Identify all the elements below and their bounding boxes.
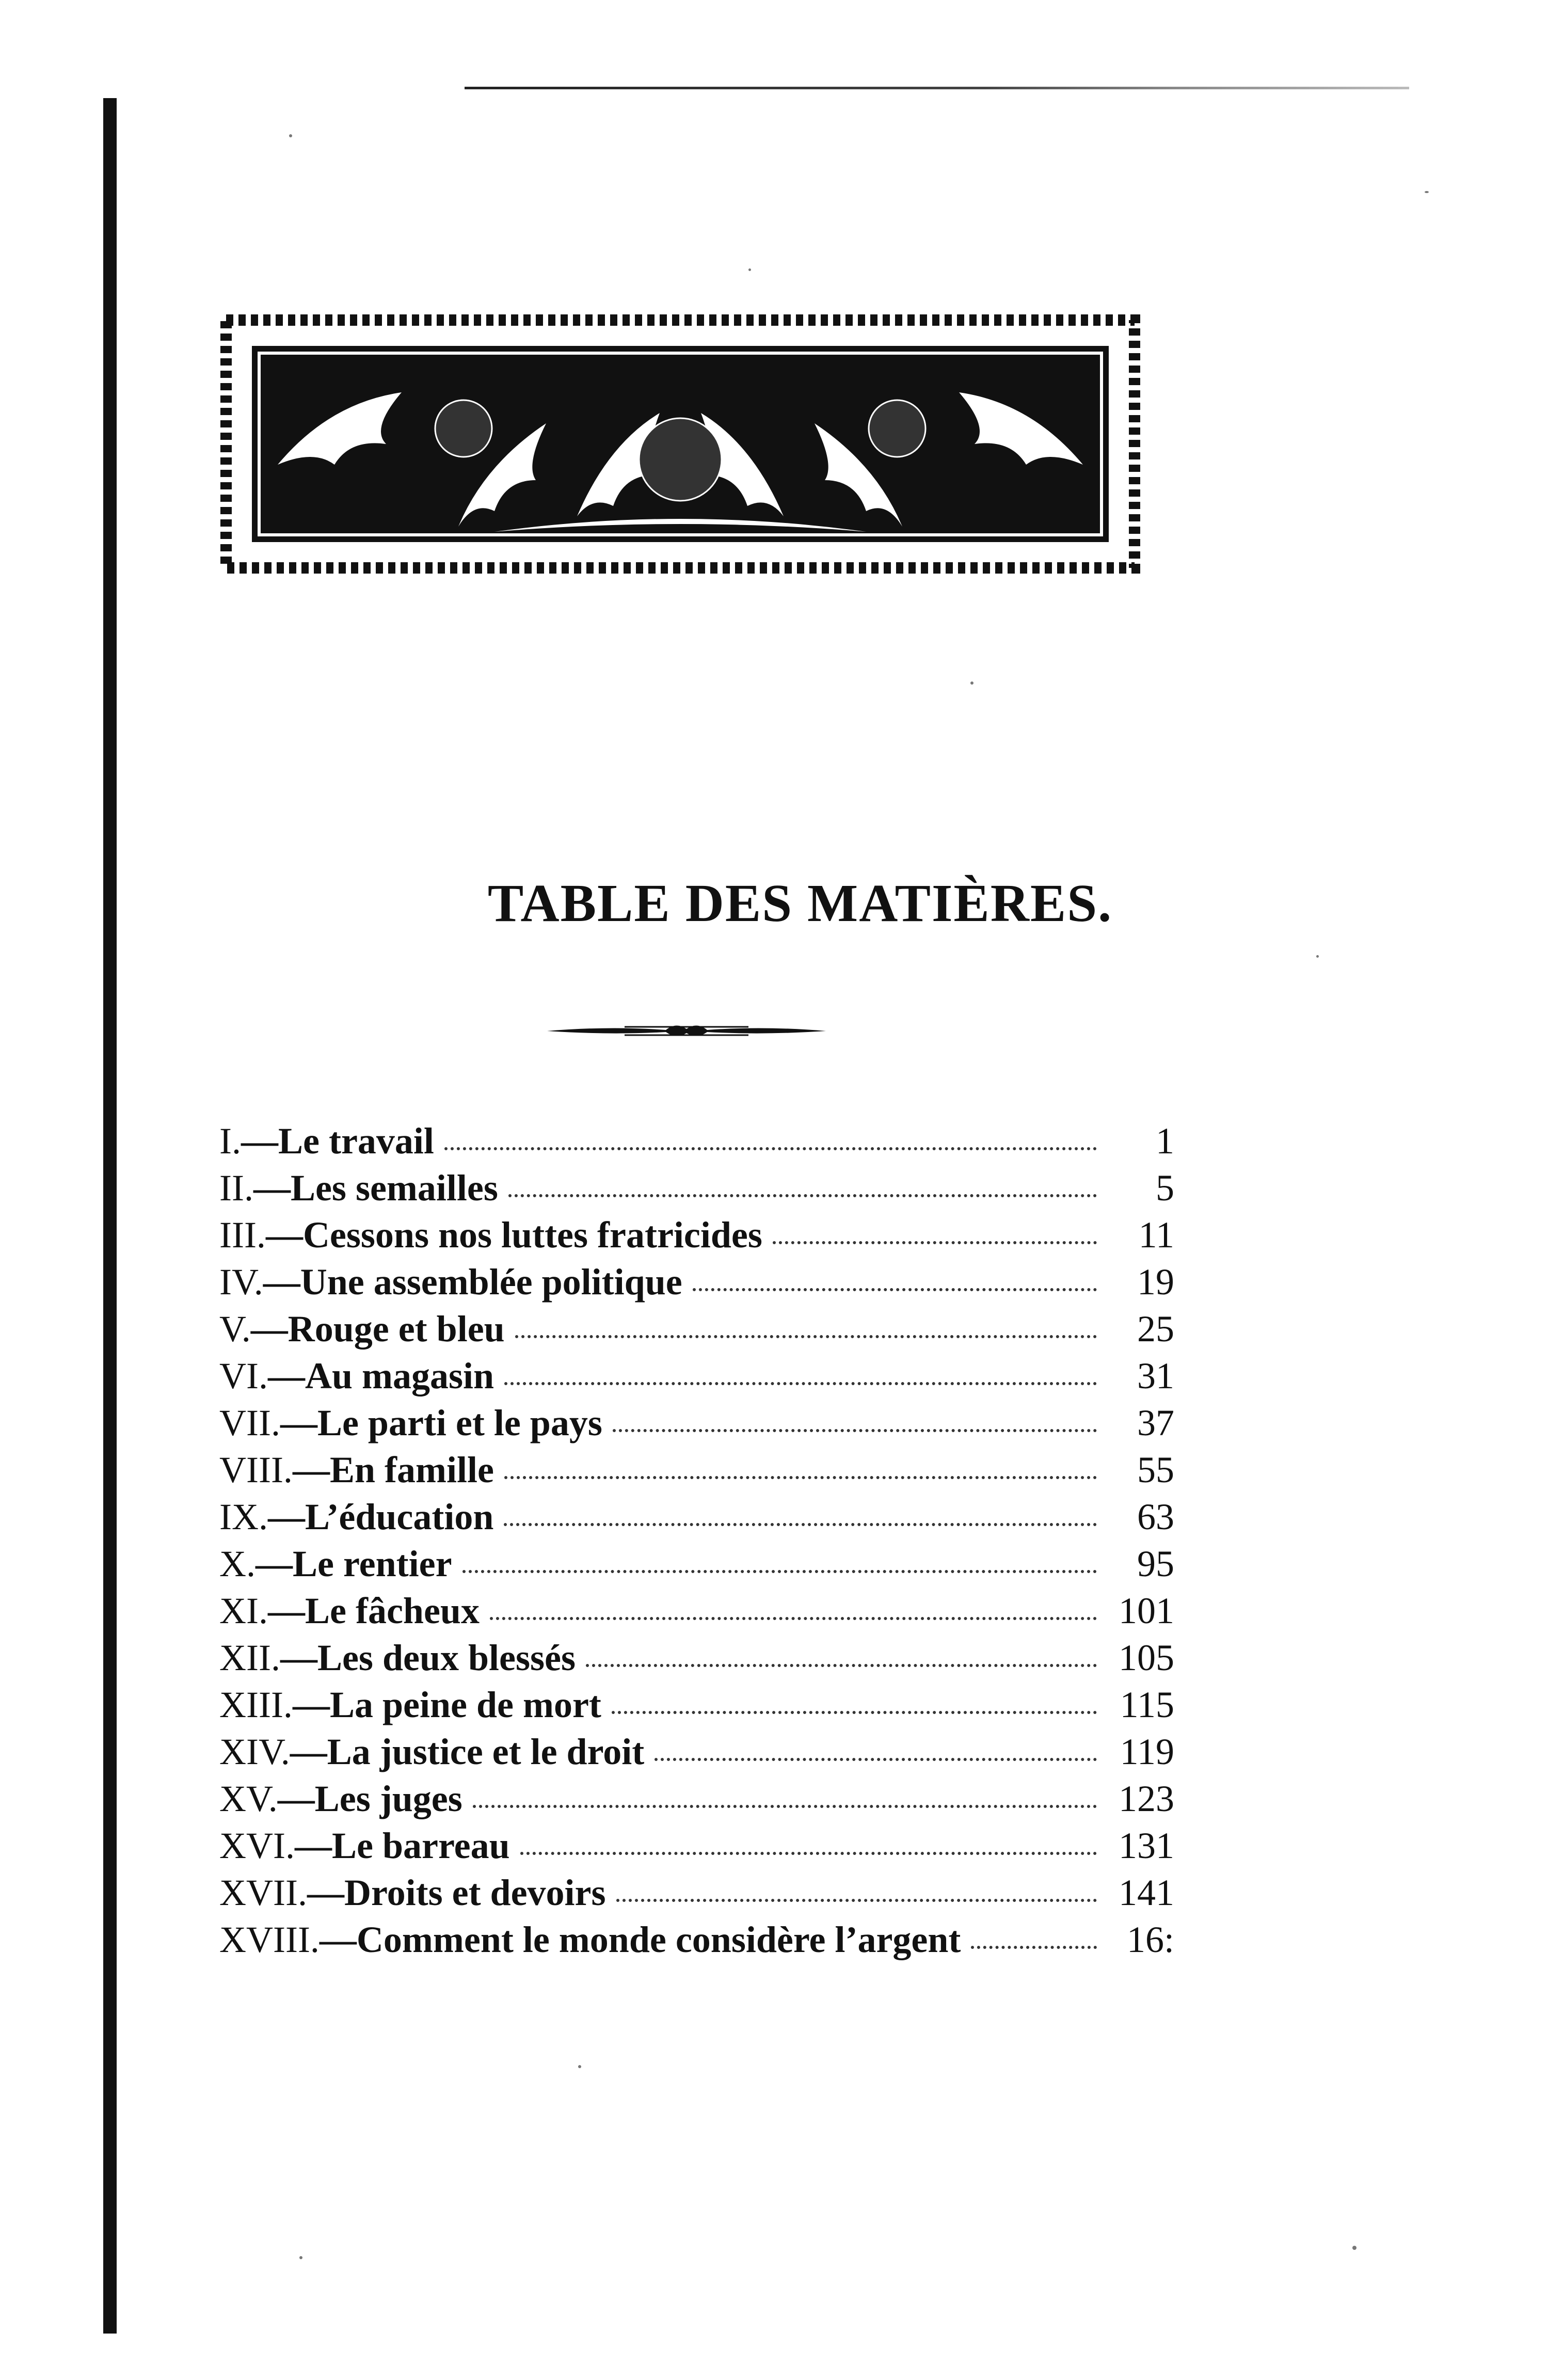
toc-page-number: 37 [1137,1402,1174,1443]
toc-chapter-title: —En famille [292,1449,494,1490]
toc-chapter-number: XV. [219,1778,278,1819]
toc-leader-dots [773,1236,1097,1244]
binding-edge [103,98,117,2334]
toc-entry-label [219,1165,498,1212]
toc-entry-label [219,1494,493,1541]
toc-entry-label [219,1212,762,1259]
toc-chapter-title: —Rouge et bleu [250,1308,505,1350]
toc-chapter-number: XVIII. [219,1919,320,1960]
toc-leader-dots [504,1377,1097,1385]
toc-entry [219,1728,1174,1775]
toc-leader-dots [613,1424,1097,1432]
toc-chapter-number: XIII. [219,1684,293,1725]
toc-chapter-number: X. [219,1543,256,1584]
toc-entry [219,1494,1174,1541]
toc-entry-label [219,1541,452,1588]
toc-chapter-title: —Au magasin [267,1355,494,1397]
toc-page-number: 1 [1156,1120,1174,1162]
ornament-thistle-icon [216,310,1145,578]
toc-entry [219,1916,1174,1963]
page-title: TABLE DES MATIÈRES. [487,874,1113,933]
toc-entry [219,1447,1174,1494]
toc-chapter-title: —Le parti et le pays [280,1402,602,1443]
toc-entry-label [219,1353,494,1400]
toc-chapter-title: —Le travail [241,1120,434,1162]
toc-entry-label [219,1588,480,1635]
toc-leader-dots [693,1283,1097,1291]
toc-page-number: 55 [1137,1449,1174,1490]
toc-leader-dots [586,1659,1097,1667]
toc-page-number: 141 [1119,1872,1174,1913]
toc-entry-label [219,1306,505,1353]
toc-leader-dots [971,1941,1097,1949]
toc-entry [219,1353,1174,1400]
toc-page-number: 95 [1137,1543,1174,1584]
toc-entry-label [219,1775,462,1822]
toc-entry-label [219,1118,434,1165]
toc-chapter-number: III. [219,1214,266,1256]
toc-page-number: 11 [1138,1214,1174,1256]
toc-leader-dots [473,1800,1097,1808]
toc-chapter-title: —Cessons nos luttes fratricides [265,1214,762,1256]
toc-entry [219,1212,1174,1259]
toc-leader-dots [504,1518,1097,1526]
toc-chapter-number: II. [219,1167,253,1209]
toc-leader-dots [616,1894,1097,1902]
toc-entry [219,1635,1174,1681]
toc-chapter-title: —La justice et le droit [290,1731,645,1772]
toc-leader-dots [655,1753,1097,1761]
toc-chapter-title: —Le rentier [256,1543,452,1584]
toc-chapter-number: IV. [219,1261,263,1303]
toc-entry [219,1165,1174,1212]
toc-entry [219,1259,1174,1306]
toc-chapter-number: XII. [219,1637,280,1678]
toc-entry [219,1118,1174,1165]
toc-chapter-title: —Le barreau [294,1825,510,1866]
toc-page-number: 5 [1156,1167,1174,1209]
table-of-contents [219,1118,1174,1963]
toc-entry-label [219,1916,961,1963]
toc-chapter-title: —La peine de mort [292,1684,601,1725]
toc-chapter-title: —Droits et devoirs [307,1872,606,1913]
toc-chapter-title: —L’éducation [267,1496,494,1537]
title-flourish-icon [547,1014,826,1045]
toc-chapter-number: VII. [219,1402,280,1443]
toc-entry [219,1822,1174,1869]
toc-chapter-number: XVII. [219,1872,307,1913]
toc-chapter-title: —Le fâcheux [267,1590,480,1631]
toc-chapter-title: —Les semailles [253,1167,498,1209]
toc-entry-label [219,1259,682,1306]
toc-chapter-number: VI. [219,1355,268,1397]
toc-page-number: 131 [1119,1825,1174,1866]
toc-chapter-number: VIII. [219,1449,293,1490]
toc-page-number: 123 [1119,1778,1174,1819]
toc-chapter-title: —Une assemblée politique [263,1261,682,1303]
toc-entry [219,1869,1174,1916]
toc-entry [219,1588,1174,1635]
toc-entry [219,1306,1174,1353]
toc-entry [219,1400,1174,1447]
toc-page-number: 115 [1120,1684,1174,1725]
toc-page-number: 19 [1137,1261,1174,1303]
toc-chapter-number: XVI. [219,1825,295,1866]
toc-entry [219,1681,1174,1728]
toc-chapter-title: —Les juges [277,1778,462,1819]
toc-chapter-number: I. [219,1120,241,1162]
toc-entry [219,1775,1174,1822]
toc-page-number: 101 [1119,1590,1174,1631]
header-ornament [216,310,1145,578]
toc-page-number: 16: [1126,1919,1174,1960]
toc-chapter-number: XI. [219,1590,268,1631]
toc-entry-label [219,1681,601,1728]
toc-leader-dots [462,1565,1097,1573]
toc-entry-label [219,1400,602,1447]
toc-chapter-number: IX. [219,1496,268,1537]
toc-page-number: 31 [1137,1355,1174,1397]
toc-page-number: 25 [1137,1308,1174,1350]
toc-leader-dots [504,1471,1097,1479]
toc-leader-dots [520,1847,1097,1855]
toc-entry-label [219,1447,494,1494]
toc-entry-label [219,1728,644,1775]
toc-page-number: 105 [1119,1637,1174,1678]
toc-leader-dots [612,1706,1097,1714]
toc-entry [219,1541,1174,1588]
toc-entry-label [219,1869,606,1916]
toc-leader-dots [444,1142,1097,1150]
toc-entry-label [219,1822,510,1869]
toc-chapter-number: V. [219,1308,251,1350]
toc-leader-dots [515,1330,1097,1338]
toc-page-number: 119 [1120,1731,1174,1772]
toc-chapter-title: —Les deux blessés [280,1637,576,1678]
toc-page-number: 63 [1137,1496,1174,1537]
toc-leader-dots [508,1189,1097,1197]
toc-chapter-title: —Comment le monde considère l’argent [319,1919,961,1960]
toc-chapter-number: XIV. [219,1731,290,1772]
toc-leader-dots [490,1612,1097,1620]
toc-entry-label [219,1635,576,1681]
top-rule [465,87,1409,89]
